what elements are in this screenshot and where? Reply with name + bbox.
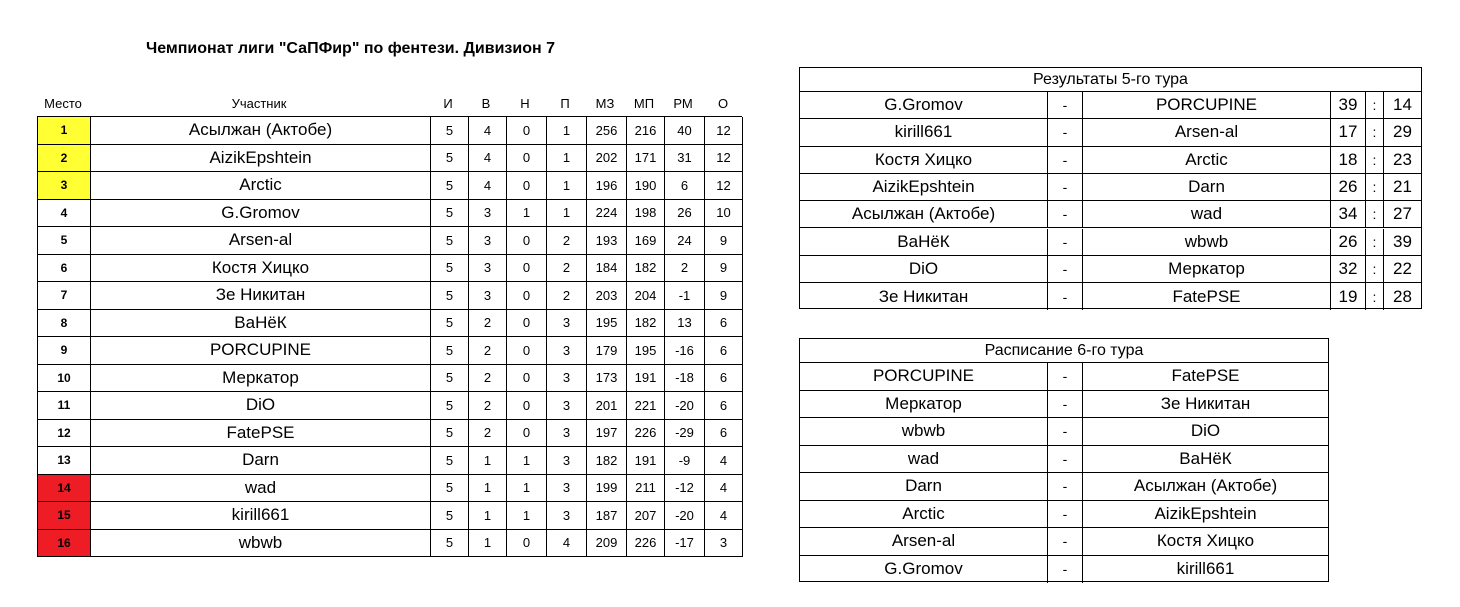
lost-cell: 3 <box>546 420 586 448</box>
conceded-cell: 190 <box>626 172 664 200</box>
home-score-cell: 32 <box>1331 256 1366 283</box>
drawn-cell: 0 <box>506 255 546 283</box>
diff-cell: -20 <box>664 392 704 420</box>
separator-cell: - <box>1048 256 1083 283</box>
away-team-cell: Костя Хицко <box>1083 528 1328 556</box>
away-team-cell: Меркатор <box>1083 256 1331 283</box>
home-score-cell: 26 <box>1331 174 1366 201</box>
diff-cell: -9 <box>664 447 704 475</box>
drawn-cell: 1 <box>506 200 546 228</box>
conceded-cell: 211 <box>626 475 664 503</box>
results-row <box>800 92 1421 120</box>
diff-cell: -20 <box>664 502 704 530</box>
separator-cell: - <box>1048 473 1083 501</box>
schedule-row <box>800 363 1328 391</box>
scored-cell: 195 <box>586 310 626 338</box>
home-team-cell: AizikEpshtein <box>800 174 1048 201</box>
separator-cell: - <box>1048 201 1083 228</box>
colon-cell: : <box>1366 283 1384 310</box>
header-drawn: Н <box>520 96 530 111</box>
scored-cell: 187 <box>586 502 626 530</box>
colon-cell: : <box>1366 147 1384 174</box>
scored-cell: 182 <box>586 447 626 475</box>
participant-cell: Arctic <box>90 172 430 200</box>
diff-cell: 26 <box>664 200 704 228</box>
points-cell: 9 <box>704 227 743 255</box>
conceded-cell: 182 <box>626 255 664 283</box>
away-team-cell: Зе Никитан <box>1083 391 1328 419</box>
points-cell: 4 <box>704 502 743 530</box>
won-cell: 2 <box>468 310 506 338</box>
results-row <box>800 119 1421 147</box>
colon-cell: : <box>1366 119 1384 146</box>
drawn-cell: 1 <box>506 475 546 503</box>
points-cell: 12 <box>704 145 743 173</box>
lost-cell: 1 <box>546 117 586 145</box>
conceded-cell: 198 <box>626 200 664 228</box>
lost-cell: 2 <box>546 227 586 255</box>
separator-cell: - <box>1048 391 1083 419</box>
place-cell: 1 <box>38 117 90 145</box>
place-cell: 12 <box>38 420 90 448</box>
schedule-title: Расписание 6-го тура <box>800 339 1328 363</box>
home-team-cell: DiO <box>800 256 1048 283</box>
drawn-cell: 0 <box>506 172 546 200</box>
header-conceded: МП <box>633 96 655 111</box>
participant-cell: FatePSE <box>90 420 430 448</box>
lost-cell: 1 <box>546 200 586 228</box>
lost-cell: 3 <box>546 392 586 420</box>
lost-cell: 2 <box>546 282 586 310</box>
won-cell: 3 <box>468 227 506 255</box>
place-cell: 8 <box>38 310 90 338</box>
scored-cell: 224 <box>586 200 626 228</box>
drawn-cell: 1 <box>506 502 546 530</box>
participant-cell: wbwb <box>90 530 430 558</box>
header-lost: П <box>560 96 570 111</box>
colon-cell: : <box>1366 229 1384 256</box>
won-cell: 4 <box>468 145 506 173</box>
header-scored: МЗ <box>595 96 615 111</box>
separator-cell: - <box>1048 92 1083 119</box>
header-points: О <box>717 96 729 111</box>
standings-row <box>38 145 743 173</box>
home-team-cell: Костя Хицко <box>800 147 1048 174</box>
away-score-cell: 21 <box>1384 174 1421 201</box>
scored-cell: 199 <box>586 475 626 503</box>
standings-row <box>38 337 743 365</box>
played-cell: 5 <box>430 530 468 558</box>
won-cell: 1 <box>468 502 506 530</box>
won-cell: 2 <box>468 337 506 365</box>
points-cell: 6 <box>704 392 743 420</box>
place-cell: 2 <box>38 145 90 173</box>
participant-cell: wad <box>90 475 430 503</box>
away-score-cell: 29 <box>1384 119 1421 146</box>
home-score-cell: 39 <box>1331 92 1366 119</box>
standings-row <box>38 530 743 558</box>
participant-cell: Костя Хицко <box>90 255 430 283</box>
standings-row <box>38 310 743 338</box>
home-score-cell: 18 <box>1331 147 1366 174</box>
played-cell: 5 <box>430 117 468 145</box>
played-cell: 5 <box>430 420 468 448</box>
lost-cell: 3 <box>546 337 586 365</box>
standings-row <box>38 117 743 145</box>
header-won: В <box>481 96 491 111</box>
scored-cell: 203 <box>586 282 626 310</box>
played-cell: 5 <box>430 227 468 255</box>
scored-cell: 209 <box>586 530 626 558</box>
drawn-cell: 0 <box>506 310 546 338</box>
separator-cell: - <box>1048 283 1083 310</box>
results-row <box>800 174 1421 202</box>
home-score-cell: 19 <box>1331 283 1366 310</box>
played-cell: 5 <box>430 502 468 530</box>
conceded-cell: 204 <box>626 282 664 310</box>
won-cell: 1 <box>468 530 506 558</box>
diff-cell: 24 <box>664 227 704 255</box>
header-diff: РМ <box>673 96 693 111</box>
away-team-cell: Darn <box>1083 174 1331 201</box>
played-cell: 5 <box>430 255 468 283</box>
results-row <box>800 229 1421 257</box>
schedule-row <box>800 446 1328 474</box>
schedule-row <box>800 528 1328 556</box>
drawn-cell: 0 <box>506 420 546 448</box>
lost-cell: 4 <box>546 530 586 558</box>
separator-cell: - <box>1048 363 1083 391</box>
standings-table <box>37 116 742 557</box>
home-team-cell: wbwb <box>800 418 1048 446</box>
scored-cell: 193 <box>586 227 626 255</box>
drawn-cell: 0 <box>506 117 546 145</box>
points-cell: 12 <box>704 117 743 145</box>
conceded-cell: 169 <box>626 227 664 255</box>
away-team-cell: FatePSE <box>1083 283 1331 310</box>
standings-row <box>38 502 743 530</box>
scored-cell: 197 <box>586 420 626 448</box>
schedule-row <box>800 473 1328 501</box>
conceded-cell: 216 <box>626 117 664 145</box>
schedule-table <box>799 338 1329 582</box>
lost-cell: 2 <box>546 255 586 283</box>
points-cell: 9 <box>704 282 743 310</box>
participant-cell: Асылжан (Актобе) <box>90 117 430 145</box>
won-cell: 1 <box>468 475 506 503</box>
away-score-cell: 14 <box>1384 92 1421 119</box>
points-cell: 6 <box>704 310 743 338</box>
away-score-cell: 39 <box>1384 229 1421 256</box>
participant-cell: AizikEpshtein <box>90 145 430 173</box>
header-played: И <box>443 96 453 111</box>
home-team-cell: wad <box>800 446 1048 474</box>
diff-cell: -12 <box>664 475 704 503</box>
diff-cell: 40 <box>664 117 704 145</box>
standings-row <box>38 255 743 283</box>
away-team-cell: PORCUPINE <box>1083 92 1331 119</box>
drawn-cell: 1 <box>506 447 546 475</box>
place-cell: 11 <box>38 392 90 420</box>
points-cell: 3 <box>704 530 743 558</box>
won-cell: 4 <box>468 117 506 145</box>
home-team-cell: kirill661 <box>800 119 1048 146</box>
colon-cell: : <box>1366 174 1384 201</box>
participant-cell: DiO <box>90 392 430 420</box>
results-row <box>800 147 1421 175</box>
played-cell: 5 <box>430 200 468 228</box>
home-team-cell: Зе Никитан <box>800 283 1048 310</box>
diff-cell: 2 <box>664 255 704 283</box>
played-cell: 5 <box>430 337 468 365</box>
standings-row <box>38 365 743 393</box>
away-team-cell: Асылжан (Актобе) <box>1083 473 1328 501</box>
points-cell: 4 <box>704 475 743 503</box>
place-cell: 14 <box>38 475 90 503</box>
away-team-cell: DiO <box>1083 418 1328 446</box>
drawn-cell: 0 <box>506 227 546 255</box>
won-cell: 4 <box>468 172 506 200</box>
drawn-cell: 0 <box>506 145 546 173</box>
schedule-row <box>800 501 1328 529</box>
away-team-cell: Arctic <box>1083 147 1331 174</box>
page-title: Чемпионат лиги "СаПФир" по фентези. Дивизион 7 <box>146 40 555 57</box>
away-score-cell: 28 <box>1393 286 1412 306</box>
conceded-cell: 191 <box>626 365 664 393</box>
home-team-cell: Меркатор <box>800 391 1048 419</box>
points-cell: 6 <box>704 365 743 393</box>
participant-cell: PORCUPINE <box>90 337 430 365</box>
conceded-cell: 182 <box>626 310 664 338</box>
scored-cell: 179 <box>586 337 626 365</box>
home-team-cell: ВаНёК <box>800 229 1048 256</box>
standings-row <box>38 282 743 310</box>
home-team-cell: Arsen-al <box>800 528 1048 556</box>
points-cell: 4 <box>704 447 743 475</box>
conceded-cell: 195 <box>626 337 664 365</box>
points-cell: 12 <box>704 172 743 200</box>
place-cell: 6 <box>38 255 90 283</box>
scored-cell: 196 <box>586 172 626 200</box>
header-place: Место <box>44 96 82 111</box>
diff-cell: -29 <box>664 420 704 448</box>
standings-row <box>38 200 743 228</box>
away-team-cell: AizikEpshtein <box>1083 501 1328 529</box>
away-team-cell: kirill661 <box>1176 559 1235 579</box>
home-team-cell: G.Gromov <box>800 92 1048 119</box>
separator-cell: - <box>1048 174 1083 201</box>
drawn-cell: 0 <box>506 530 546 558</box>
conceded-cell: 171 <box>626 145 664 173</box>
participant-cell: kirill661 <box>90 502 430 530</box>
diff-cell: -17 <box>664 530 704 558</box>
standings-row <box>38 475 743 503</box>
away-team-cell: wbwb <box>1083 229 1331 256</box>
results-row <box>800 201 1421 229</box>
header-participant: Участник <box>231 96 287 111</box>
won-cell: 3 <box>468 255 506 283</box>
participant-cell: Darn <box>90 447 430 475</box>
home-team-cell: PORCUPINE <box>800 363 1048 391</box>
place-cell: 16 <box>38 530 90 558</box>
standings-row <box>38 420 743 448</box>
results-row <box>800 283 1421 311</box>
separator-cell: - <box>1048 119 1083 146</box>
place-cell: 3 <box>38 172 90 200</box>
played-cell: 5 <box>430 310 468 338</box>
away-team-cell: Arsen-al <box>1083 119 1331 146</box>
separator-cell: - <box>1048 501 1083 529</box>
schedule-row <box>800 556 1328 584</box>
won-cell: 3 <box>468 200 506 228</box>
points-cell: 9 <box>704 255 743 283</box>
participant-cell: Меркатор <box>90 365 430 393</box>
place-cell: 9 <box>38 337 90 365</box>
standings-row <box>38 172 743 200</box>
lost-cell: 3 <box>546 310 586 338</box>
place-cell: 7 <box>38 282 90 310</box>
standings-row <box>38 392 743 420</box>
colon-cell: : <box>1366 201 1384 228</box>
lost-cell: 3 <box>546 475 586 503</box>
won-cell: 2 <box>468 392 506 420</box>
away-score-cell: 22 <box>1384 256 1421 283</box>
drawn-cell: 0 <box>506 392 546 420</box>
separator-cell: - <box>1048 528 1083 556</box>
lost-cell: 3 <box>546 447 586 475</box>
standings-row <box>38 447 743 475</box>
won-cell: 3 <box>468 282 506 310</box>
points-cell: 10 <box>704 200 743 228</box>
lost-cell: 3 <box>546 365 586 393</box>
diff-cell: -1 <box>664 282 704 310</box>
colon-cell: : <box>1366 92 1384 119</box>
lost-cell: 1 <box>546 172 586 200</box>
away-score-cell: 27 <box>1384 201 1421 228</box>
scored-cell: 201 <box>586 392 626 420</box>
conceded-cell: 191 <box>626 447 664 475</box>
scored-cell: 202 <box>586 145 626 173</box>
diff-cell: 31 <box>664 145 704 173</box>
place-cell: 4 <box>38 200 90 228</box>
lost-cell: 1 <box>546 145 586 173</box>
scored-cell: 256 <box>586 117 626 145</box>
separator-cell: - <box>1048 147 1083 174</box>
home-team-cell: Асылжан (Актобе) <box>800 201 1048 228</box>
diff-cell: 6 <box>664 172 704 200</box>
place-cell: 15 <box>38 502 90 530</box>
won-cell: 1 <box>468 447 506 475</box>
place-cell: 10 <box>38 365 90 393</box>
won-cell: 2 <box>468 365 506 393</box>
participant-cell: ВаНёК <box>90 310 430 338</box>
schedule-row <box>800 418 1328 446</box>
scored-cell: 173 <box>586 365 626 393</box>
played-cell: 5 <box>430 172 468 200</box>
separator-cell: - <box>1048 229 1083 256</box>
lost-cell: 3 <box>546 502 586 530</box>
played-cell: 5 <box>430 392 468 420</box>
away-team-cell: wad <box>1083 201 1331 228</box>
separator-cell: - <box>1048 556 1083 584</box>
results-title: Результаты 5-го тура <box>800 68 1421 92</box>
away-team-cell: ВаНёК <box>1083 446 1328 474</box>
scored-cell: 184 <box>586 255 626 283</box>
home-score-cell: 17 <box>1331 119 1366 146</box>
played-cell: 5 <box>430 282 468 310</box>
home-score-cell: 26 <box>1331 229 1366 256</box>
drawn-cell: 0 <box>506 337 546 365</box>
standings-row <box>38 227 743 255</box>
home-score-cell: 34 <box>1331 201 1366 228</box>
away-team-cell: FatePSE <box>1083 363 1328 391</box>
home-team-cell: Arctic <box>800 501 1048 529</box>
drawn-cell: 0 <box>506 365 546 393</box>
diff-cell: 13 <box>664 310 704 338</box>
conceded-cell: 221 <box>626 392 664 420</box>
separator-cell: - <box>1048 418 1083 446</box>
participant-cell: Arsen-al <box>90 227 430 255</box>
home-team-cell: G.Gromov <box>800 556 1048 584</box>
won-cell: 2 <box>468 420 506 448</box>
away-score-cell: 23 <box>1384 147 1421 174</box>
home-team-cell: Darn <box>800 473 1048 501</box>
played-cell: 5 <box>430 365 468 393</box>
participant-cell: Зе Никитан <box>90 282 430 310</box>
points-cell: 6 <box>704 420 743 448</box>
results-row <box>800 256 1421 284</box>
drawn-cell: 0 <box>506 282 546 310</box>
conceded-cell: 226 <box>626 420 664 448</box>
played-cell: 5 <box>430 447 468 475</box>
place-cell: 5 <box>38 227 90 255</box>
colon-cell: : <box>1366 256 1384 283</box>
schedule-row <box>800 391 1328 419</box>
played-cell: 5 <box>430 475 468 503</box>
place-cell: 13 <box>38 447 90 475</box>
points-cell: 6 <box>704 337 743 365</box>
results-table <box>799 67 1422 309</box>
separator-cell: - <box>1048 446 1083 474</box>
diff-cell: -16 <box>664 337 704 365</box>
conceded-cell: 207 <box>626 502 664 530</box>
played-cell: 5 <box>430 145 468 173</box>
participant-cell: G.Gromov <box>90 200 430 228</box>
diff-cell: -18 <box>664 365 704 393</box>
conceded-cell: 226 <box>626 530 664 558</box>
